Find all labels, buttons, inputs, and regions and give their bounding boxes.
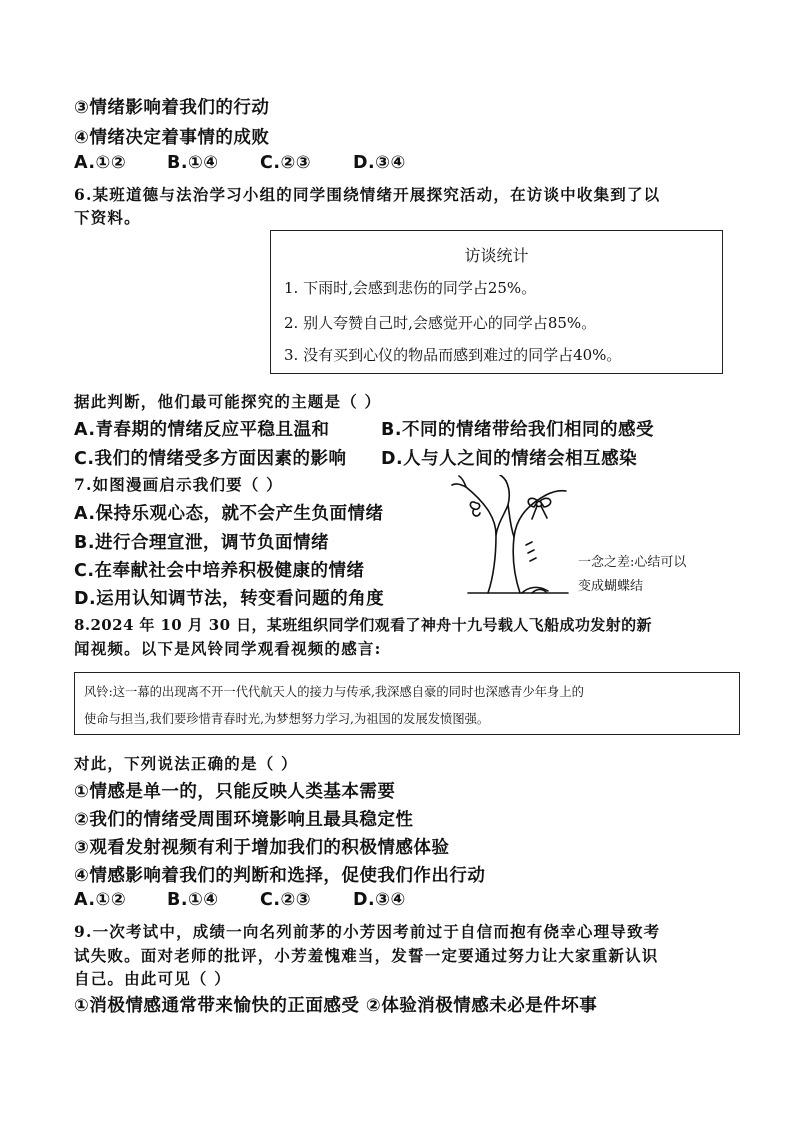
q8-item-4: ④情感影响着我们的判断和选择，促使我们作出行动 [74, 866, 486, 886]
q5-option-b[interactable]: B.①④ [167, 153, 219, 173]
quote-line-1: 风铃:这一幕的出现离不开一代代航天人的接力与传承,我深感自豪的同时也深感青少年身上的 [84, 685, 584, 699]
q8-item-3: ③观看发射视频有利于增加我们的积极情感体验 [74, 838, 450, 858]
q8-option-d[interactable]: D.③④ [353, 890, 406, 910]
q5-option-d[interactable]: D.③④ [353, 153, 406, 173]
q9-stem-line-2: 试失败。面对老师的批评，小芳羞愧难当，发誓一定要通过努力让大家重新认识 [74, 946, 659, 965]
q8-options [74, 890, 406, 910]
q9-items: ①消极情感通常带来愉快的正面感受 ②体验消极情感未必是件坏事 [74, 996, 598, 1016]
q8-stem-line-1: 8.2024 年 10 月 30 日，某班组织同学们观看了神舟十九号载人飞船成功发射的新 [74, 616, 652, 634]
cartoon-caption-line-1: 一念之差:心结可以 [578, 555, 687, 570]
q6-stem-line-2: 下资料。 [74, 208, 141, 227]
q8-option-a[interactable]: A.①② [74, 890, 127, 910]
interview-stats-row-2: 2. 别人夸赞自己时,会感觉开心的同学占85%。 [284, 314, 597, 332]
q9-stem-line-3: 自己。由此可见（ ） [74, 969, 231, 988]
q8-option-c[interactable]: C.②③ [260, 890, 312, 910]
q8-item-2: ②我们的情绪受周围环境影响且最具稳定性 [74, 810, 414, 830]
interview-stats-row-3: 3. 没有买到心仪的物品而感到难过的同学占40%。 [284, 346, 622, 364]
q7-option-b[interactable]: B.进行合理宣泄，调节负面情绪 [74, 533, 329, 553]
q5-item-3: ③情绪影响着我们的行动 [74, 98, 270, 118]
q6-option-d[interactable]: D.人与人之间的情绪会相互感染 [381, 449, 638, 469]
q5-option-a[interactable]: A.①② [74, 153, 127, 173]
q5-item-4: ④情绪决定着事情的成败 [74, 128, 270, 148]
quote-line-2: 使命与担当,我们要珍惜青春时光,为梦想努力学习,为祖国的发展发愤图强。 [84, 712, 490, 726]
q7-stem: 7.如图漫画启示我们要（ ） [74, 475, 283, 494]
q8-item-1: ①情感是单一的，只能反映人类基本需要 [74, 782, 396, 802]
q7-option-a[interactable]: A.保持乐观心态，就不会产生负面情绪 [74, 504, 384, 524]
q8-option-b[interactable]: B.①④ [167, 890, 219, 910]
q6-option-b[interactable]: B.不同的情绪带给我们相同的感受 [381, 420, 654, 440]
interview-stats-row-1: 1. 下雨时,会感到悲伤的同学占25%。 [284, 279, 537, 297]
interview-stats-title: 访谈统计 [464, 246, 529, 265]
tree-bow-cartoon [448, 475, 588, 600]
q8-question: 对此，下列说法正确的是（ ） [74, 754, 298, 773]
q5-options [74, 153, 406, 173]
quote-box [74, 672, 740, 735]
q9-stem-line-1: 9.一次考试中，成绩一向名列前茅的小芳因考前过于自信而抱有侥幸心理导致考 [74, 922, 661, 941]
q6-option-a[interactable]: A.青春期的情绪反应平稳且温和 [74, 420, 330, 440]
q6-option-c[interactable]: C.我们的情绪受多方面因素的影响 [74, 449, 347, 469]
cartoon-caption-line-2: 变成蝴蝶结 [578, 579, 644, 594]
interview-stats-box [270, 230, 723, 374]
q6-question: 据此判断，他们最可能探究的主题是（ ） [74, 392, 382, 411]
q6-stem-line-1: 6.某班道德与法治学习小组的同学围绕情绪开展探究活动，在访谈中收集到了以 [74, 185, 661, 204]
q7-option-c[interactable]: C.在奉献社会中培养积极健康的情绪 [74, 561, 365, 581]
q8-stem-line-2: 闻视频。以下是风铃同学观看视频的感言: [74, 639, 382, 658]
q7-option-d[interactable]: D.运用认知调节法，转变看问题的角度 [74, 589, 385, 609]
q5-option-c[interactable]: C.②③ [260, 153, 312, 173]
